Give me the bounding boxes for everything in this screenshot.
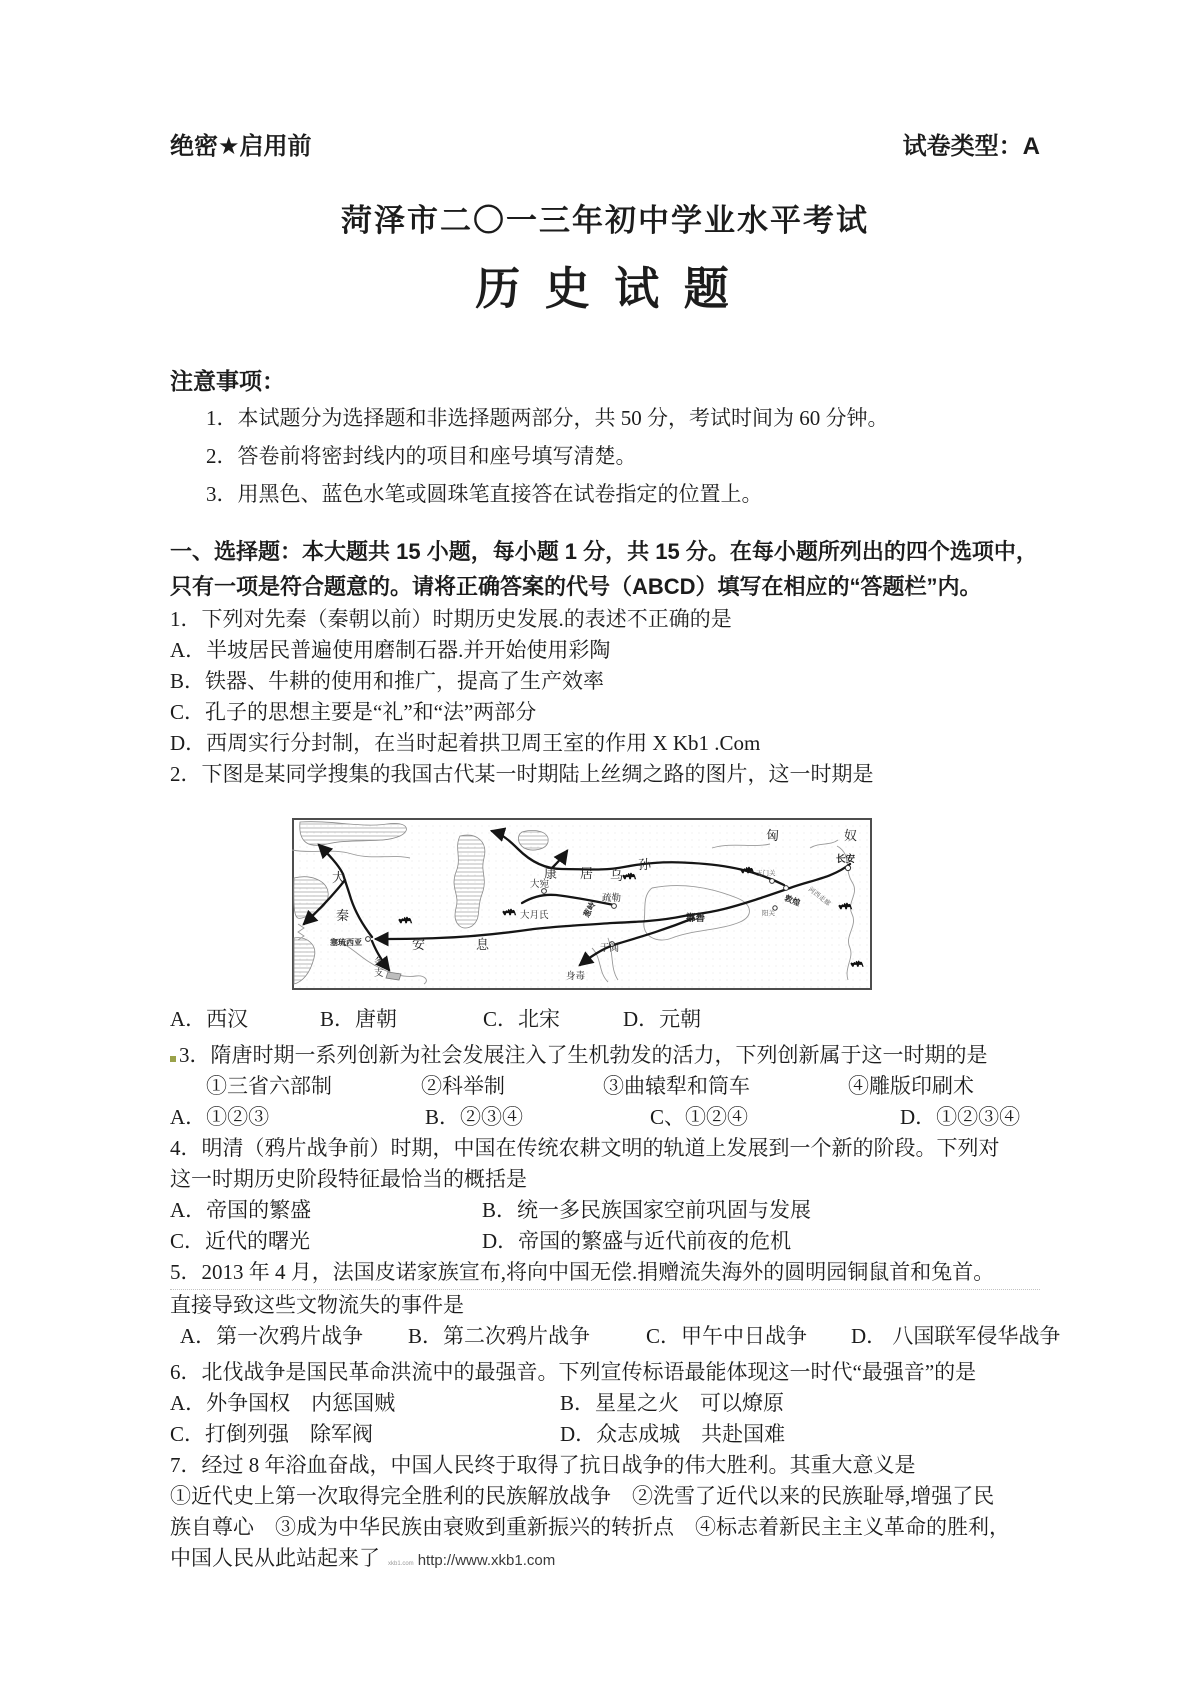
question-5 — [170, 1257, 1061, 1352]
notice-item-3: 3．用黑色、蓝色水笔或圆珠笔直接答在试卷指定的位置上。 — [206, 482, 763, 506]
question-3-stem-line — [170, 1040, 1040, 1071]
question-6-options-row1 — [170, 1388, 1040, 1419]
question-1-option-c: C．孔子的思想主要是“礼”和“法”两部分 — [170, 700, 537, 724]
question-1 — [170, 604, 1040, 759]
map-label-changan: 长安 — [836, 855, 856, 865]
question-3-option-c: C、①②④ — [650, 1105, 749, 1129]
subject-title: 历 史 试 题 — [475, 263, 735, 314]
notice-item-1: 1．本试题分为选择题和非选择题两部分，共 50 分，考试时间为 60 分钟。 — [206, 406, 889, 430]
section-one-intro — [170, 534, 1040, 604]
scan-artifact-mark — [170, 1056, 176, 1062]
map-label-shendu: 身毒 — [566, 972, 586, 982]
map-label-wusun-1: 乌 — [610, 868, 624, 883]
question-4-option-b: B．统一多民族国家空前巩固与发展 — [482, 1198, 812, 1222]
question-3-options — [170, 1102, 1040, 1133]
notice-item-2: 2．答卷前将密封线内的项目和座号填写清楚。 — [206, 444, 637, 468]
map-label-tiaozhi-1: 条 — [374, 958, 384, 968]
question-1-stem: 1．下列对先秦（秦朝以前）时期历史发展.的表述不正确的是 — [170, 607, 732, 631]
map-label-kangju-2: 居 — [580, 866, 594, 881]
map-label-dayuan: 大宛 — [530, 880, 550, 890]
question-5-options — [170, 1321, 1061, 1352]
map-label-tiaozhi-2: 支 — [374, 969, 384, 979]
question-3-option-b: B．②③④ — [425, 1105, 524, 1129]
question-2-options — [170, 1004, 1040, 1035]
question-6-stem: 6．北伐战争是国民革命洪流中的最强音。下列宣传标语最能体现这一时代“最强音”的是 — [170, 1360, 977, 1384]
question-3-sub-items — [170, 1071, 1040, 1102]
question-5-option-b: B．第二次鸦片战争 — [408, 1324, 591, 1348]
question-5-option-c: C．甲午中日战争 — [646, 1324, 808, 1348]
question-4-stem-line2: 这一时期历史阶段特征最恰当的概括是 — [170, 1167, 527, 1191]
map-label-anxi-2: 息 — [476, 937, 490, 952]
map-label-xiongnu-1: 匈 — [766, 828, 780, 843]
question-2-option-a: A．西汉 — [170, 1007, 249, 1031]
map-label-sailiuxiya: 塞琉西亚 — [330, 938, 362, 947]
question-7-stem: 7．经过 8 年浴血奋战，中国人民终于取得了抗日战争的伟大胜利。其重大意义是 — [170, 1453, 916, 1477]
secrecy-label: 绝密★启用前 — [170, 133, 312, 160]
page-content — [170, 0, 1061, 1580]
question-2-option-d: D．元朝 — [623, 1007, 702, 1031]
question-5-stem-line2: 直接导致这些文物流失的事件是 — [170, 1293, 464, 1317]
map-label-yumenguan: 玉门关 — [756, 870, 776, 877]
map-label-anxi-1: 安 — [412, 937, 426, 952]
section-one-intro-line2: 只有一项是符合题意的。请将正确答案的代号（ABCD）填写在相应的“答题栏”内。 — [170, 574, 982, 599]
question-3 — [170, 1040, 1040, 1133]
question-3-option-a: A．①②③ — [170, 1105, 270, 1129]
map-label-kangju-1: 康 — [544, 866, 558, 881]
question-7-item-line3: 中国人民从此站起来了 — [170, 1546, 380, 1570]
map-label-daqin-1: 大 — [332, 870, 346, 885]
question-3-sub-1: ①三省六部制 — [206, 1074, 332, 1098]
question-4-options-row1 — [170, 1195, 1040, 1226]
question-4-option-c: C．近代的曙光 — [170, 1229, 311, 1253]
question-6 — [170, 1357, 1040, 1450]
question-3-sub-4: ④雕版印刷术 — [848, 1074, 974, 1098]
question-4-options-row2 — [170, 1226, 1040, 1257]
map-label-dayuezhi: 大月氏 — [520, 911, 549, 921]
map-label-shanshan: 鄯善 — [686, 914, 706, 924]
map-label-yangguan: 阳关 — [762, 910, 775, 917]
question-4-option-a: A．帝国的繁盛 — [170, 1198, 312, 1222]
question-3-stem: 3．隋唐时期一系列创新为社会发展注入了生机勃发的活力，下列创新属于这一时期的是 — [179, 1043, 988, 1067]
question-5-option-a: A．第一次鸦片战争 — [180, 1324, 364, 1348]
question-3-sub-3: ③曲辕犁和筒车 — [603, 1074, 750, 1098]
question-2-stem: 2．下图是某同学搜集的我国古代某一时期陆上丝绸之路的图片，这一时期是 — [170, 762, 874, 786]
question-5-option-d: D． 八国联军侵华战争 — [851, 1324, 1061, 1348]
question-6-option-c: C．打倒列强 除军阀 — [170, 1422, 374, 1446]
masthead — [170, 0, 1040, 161]
question-4-option-d: D．帝国的繁盛与近代前夜的危机 — [482, 1229, 792, 1253]
map-label-xiongnu-2: 奴 — [844, 828, 858, 843]
footer-url-text: http://www.xkb1.com — [417, 1552, 556, 1569]
question-7-item-line1: ①近代史上第一次取得完全胜利的民族解放战争 ②洗雪了近代以来的民族耻辱,增强了民 — [170, 1484, 995, 1508]
question-3-option-d: D．①②③④ — [900, 1105, 1021, 1129]
map-label-shule: 疏勒 — [602, 894, 622, 904]
map-label-congling: 葱岭 — [581, 900, 598, 919]
question-7-item-line2: 族自尊心 ③成为中华民族由衰败到重新振兴的转折点 ④标志着新民主主义革命的胜利， — [170, 1515, 1010, 1539]
notice-heading: 注意事项： — [170, 368, 285, 394]
silk-road-map-figure — [292, 818, 1040, 990]
question-6-option-a: A．外争国权 内惩国贼 — [170, 1391, 396, 1415]
map-label-daqin-2: 秦 — [336, 908, 350, 923]
question-6-option-b: B．星星之火 可以燎原 — [560, 1391, 785, 1415]
tiny-watermark-text: xkb1.com — [388, 1561, 414, 1567]
question-4-stem-line1: 4．明清（鸦片战争前）时期，中国在传统农耕文明的轨道上发展到一个新的阶段。下列对 — [170, 1136, 1000, 1160]
question-7 — [170, 1450, 1040, 1580]
question-2-option-b: B．唐朝 — [320, 1007, 398, 1031]
question-1-option-a: A．半坡居民普遍使用磨制石器.并开始使用彩陶 — [170, 638, 611, 662]
map-label-dunhuang: 敦煌 — [783, 893, 802, 908]
question-7-item-line3-with-footer — [170, 1543, 1040, 1580]
map-label-hexi-corridor: 河西走廊 — [806, 886, 832, 908]
question-2 — [170, 759, 1040, 1035]
question-2-option-c: C．北宋 — [483, 1007, 561, 1031]
question-1-option-b: B．铁器、牛耕的使用和推广，提高了生产效率 — [170, 669, 605, 693]
exam-title: 菏泽市二〇一三年初中学业水平考试 — [341, 203, 869, 238]
notice-section — [170, 363, 1040, 510]
question-6-options-row2 — [170, 1419, 1040, 1450]
question-6-option-d: D．众志成城 共赴国难 — [560, 1422, 786, 1446]
silk-road-map-image — [292, 818, 872, 990]
section-one-intro-line1: 一、选择题：本大题共 15 小题，每小题 1 分，共 15 分。在每小题所列出的四个选项中， — [170, 539, 1038, 564]
question-3-sub-2: ②科举制 — [421, 1074, 505, 1098]
question-5-stem-line1: 5．2013 年 4 月，法国皮诺家族宣布,将向中国无偿.捐赠流失海外的圆明园铜鼠首和兔首。 — [170, 1257, 1040, 1290]
question-4 — [170, 1133, 1040, 1257]
question-1-option-d: D．西周实行分封制，在当时起着拱卫周王室的作用 X Kb1 .Com — [170, 731, 761, 755]
paper-type-label: 试卷类型：A — [902, 133, 1040, 160]
map-label-wusun-2: 孙 — [638, 857, 652, 872]
map-label-yutian: 于阗 — [600, 944, 620, 954]
